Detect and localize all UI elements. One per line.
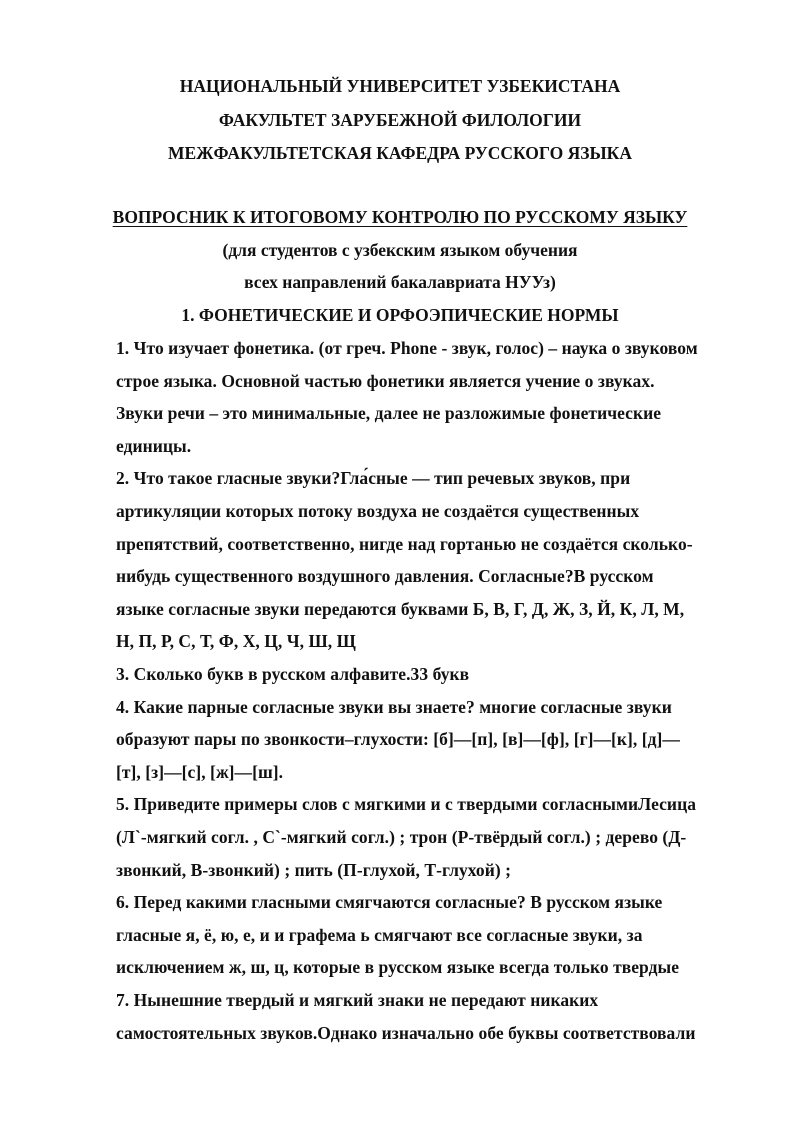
question-text-line: самостоятельных звуков.Однако изначально обе буквы соответствовали [116,1022,696,1043]
question-text-line: 7. Нынешние твердый и мягкий знаки не передают никаких [116,990,599,1010]
faculty-heading: ФАКУЛЬТЕТ ЗАРУБЕЖНОЙ ФИЛОЛОГИИ [218,110,582,130]
question-text-line: (Л`-мягкий согл. , С`-мягкий согл.) ; трон (Р-твёрдый согл.) ; дерево (Д- [116,827,687,847]
question-text-line: Звуки речи – это минимальные, далее не разложимые фонетические [116,403,662,424]
question-text-line: 2. Что такое гласные звуки?Гла́сные — тип речевых звуков, при [116,468,631,489]
document-subtitle-line-1: (для студентов с узбекским языком обучения [222,240,578,260]
question-text-line: исключением ж, ш, ц, которые в русском языке всегда только твердые [116,957,680,978]
question-text-line: 5. Приведите примеры слов с мягкими и с твердыми согласнымиЛесица [116,794,696,815]
department-heading: МЕЖФАКУЛЬТЕТСКАЯ КАФЕДРА РУССКОГО ЯЗЫКА [168,143,632,163]
question-text-line: гласные я, ё, ю, е, и и графема ь смягчают все согласные звуки, за [116,924,643,945]
question-text-line: артикуляции которых потоку воздуха не создаётся существенных [116,501,640,521]
question-text-line: 3. Сколько букв в русском алфавите.33 букв [116,664,470,684]
university-heading: НАЦИОНАЛЬНЫЙ УНИВЕРСИТЕТ УЗБЕКИСТАНА [179,76,621,96]
question-text-line: 1. Что изучает фонетика. (от греч. Phone - звук, голос) – наука о звуковом [116,338,698,358]
question-text-line: нибудь существенного воздушного давления. Согласные?В русском [116,566,654,587]
question-text-line: образуют пары по звонкости–глухости: [б]—[п], [в]—[ф], [г]—[к], [д]— [116,729,680,750]
question-text-line: языке согласные звуки передаются буквами Б, В, Г, Д, Ж, З, Й, К, Л, М, [116,598,685,619]
question-text-line: [т], [з]—[с], [ж]—[ш]. [116,761,284,782]
document-title: ВОПРОСНИК К ИТОГОВОМУ КОНТРОЛЮ ПО РУССКОМУ ЯЗЫКУ [112,207,688,227]
question-text-line: препятствий, соответственно, нигде над гортанью не создаётся сколько- [116,533,693,554]
document-subtitle-line-2: всех направлений бакалавриата НУУз) [244,272,556,292]
section-title: 1. ФОНЕТИЧЕСКИЕ И ОРФОЭПИЧЕСКИЕ НОРМЫ [181,305,619,325]
question-text-line: 6. Перед какими гласными смягчаются согласные? В русском языке [116,892,663,913]
question-text-line: единицы. [116,435,192,456]
question-text-line: Н, П, Р, С, Т, Ф, Х, Ц, Ч, Ш, Щ [116,631,356,652]
question-text-line: 4. Какие парные согласные звуки вы знаете? многие согласные звуки [116,696,672,717]
question-text-line: звонкий, В-звонкий) ; пить (П-глухой, Т-глухой) ; [116,859,512,880]
question-text-line: строе языка. Основной частью фонетики является учение о звуках. [116,370,655,391]
